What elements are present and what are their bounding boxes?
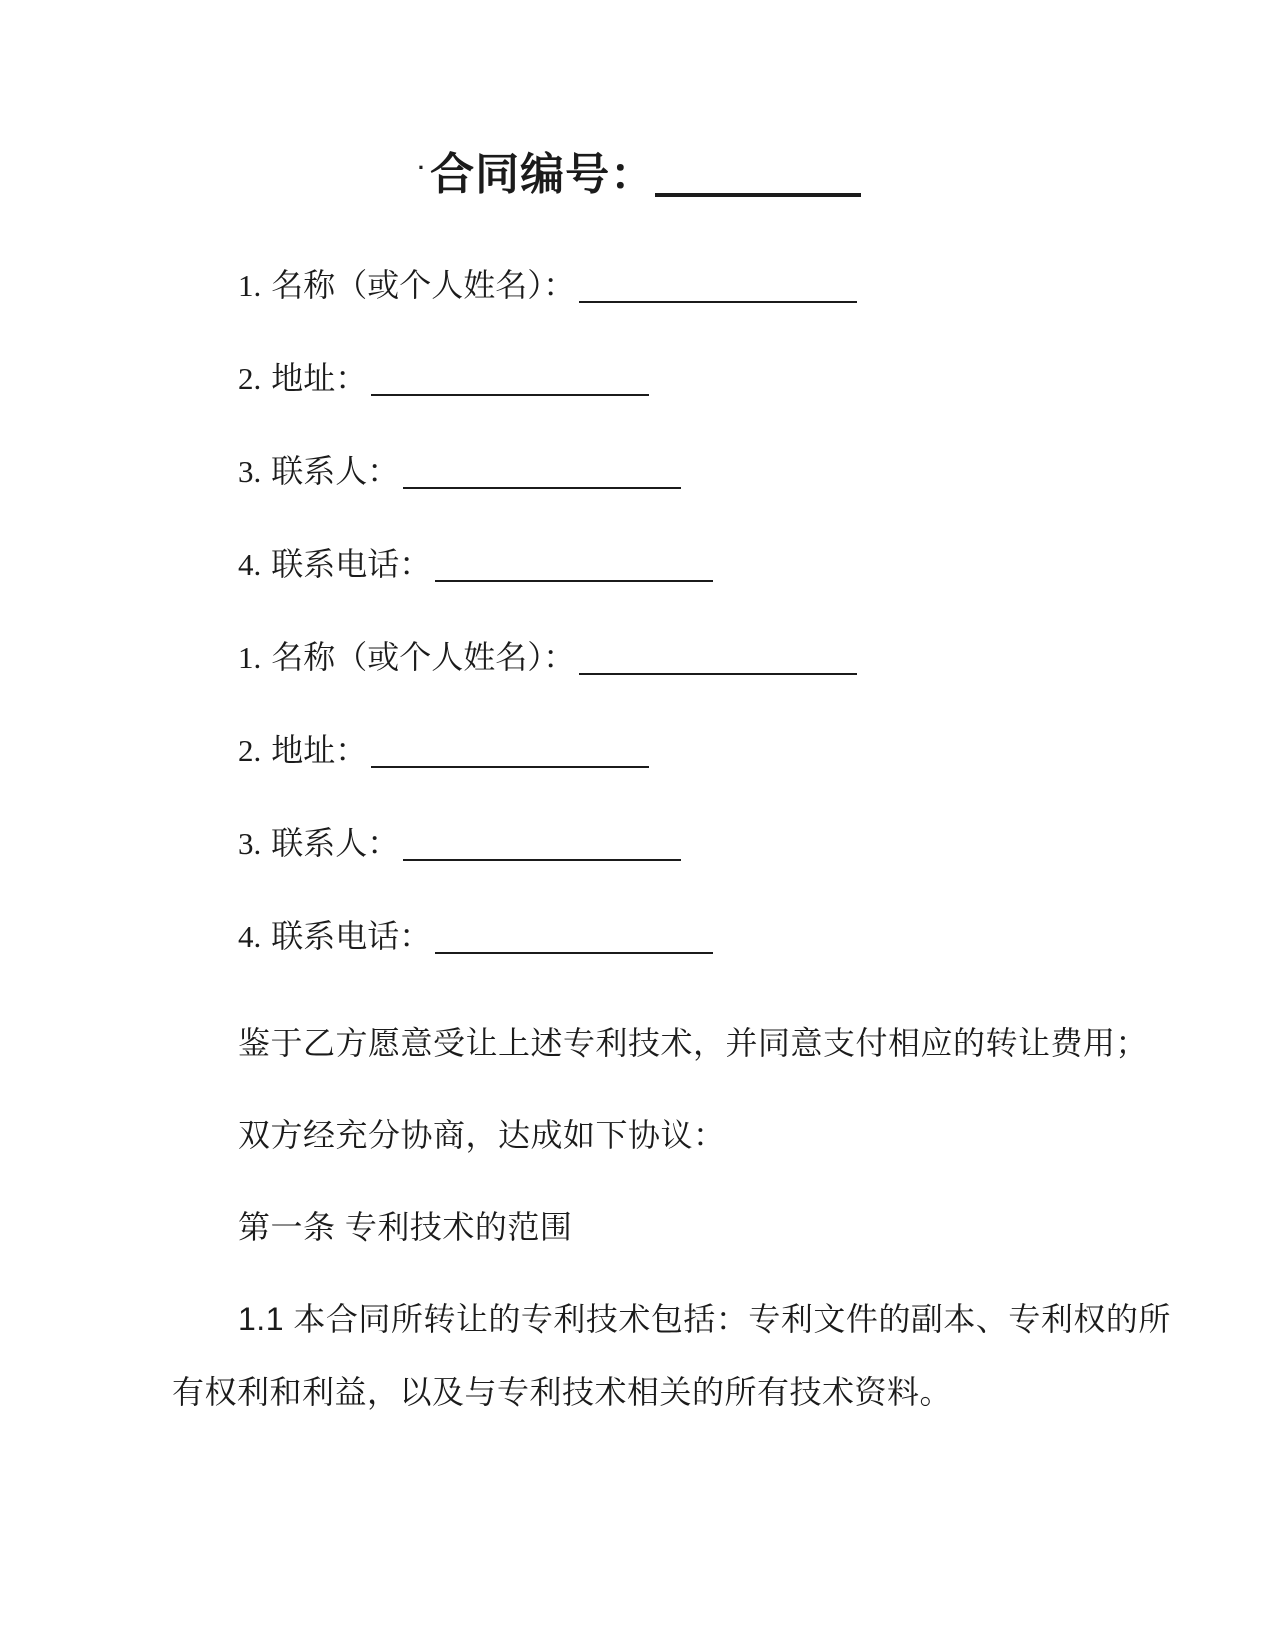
article-1-heading: 第一条 专利技术的范围 [238,1209,573,1245]
contract-number-blank-line [655,153,861,197]
title-bullet-dot: · [417,155,427,180]
contract-number-title [172,140,1107,203]
party-b-address-row [238,728,1187,772]
agreement-intro-paragraph: 双方经充分协商，达成如下协议： [238,1117,726,1153]
field-label: 联系电话： [271,546,432,582]
contract-number-label: 合同编号： [430,150,656,199]
field-number: 3. [238,826,262,861]
whereas-clause-paragraph: 鉴于乙方愿意受让上述专利技术，并同意支付相应的转让费用； [238,1025,1149,1061]
field-number: 3. [238,454,262,489]
field-blank-line [579,641,857,675]
field-blank-line [435,920,713,954]
field-label: 联系人： [271,453,400,489]
field-number: 1. [238,640,262,675]
party-b-name-row [238,635,1187,679]
field-number: 4. [238,547,262,582]
field-blank-line [371,362,649,396]
party-a-name-row [238,263,1187,307]
field-number: 2. [238,733,262,768]
field-blank-line [371,734,649,768]
field-label: 联系人： [271,825,400,861]
field-label: 名称（或个人姓名）： [271,267,576,303]
field-label: 地址： [271,360,368,396]
field-number: 2. [238,361,262,396]
party-a-contact-row [238,449,1187,493]
field-number: 1. [238,268,262,303]
clause-1-1-paragraph: 1.1 本合同所转让的专利技术包括：专利文件的副本、专利权的所有权利和利益，以及与专利技术相关的所有技术资料。 [172,1301,1171,1410]
field-blank-line [579,269,857,303]
field-label: 名称（或个人姓名）： [271,639,576,675]
field-label: 联系电话： [271,918,432,954]
field-blank-line [403,455,681,489]
party-b-phone-row [238,914,1187,958]
party-a-phone-row [238,542,1187,586]
party-a-address-row [238,356,1187,400]
field-label: 地址： [271,732,368,768]
field-blank-line [403,827,681,861]
field-blank-line [435,548,713,582]
field-number: 4. [238,919,262,954]
party-b-contact-row [238,821,1187,865]
